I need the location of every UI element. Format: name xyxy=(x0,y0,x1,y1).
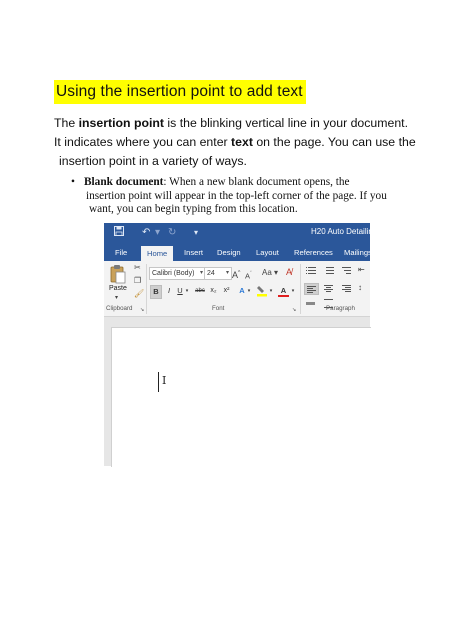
ribbon-home xyxy=(104,261,370,317)
strikethrough-button[interactable]: abc xyxy=(195,288,205,294)
text-effects-button[interactable]: A xyxy=(239,286,245,295)
intro-paragraph xyxy=(54,114,416,171)
chevron-down-icon[interactable]: ▾ xyxy=(269,288,273,294)
customize-qat-icon[interactable]: ▾ xyxy=(194,228,199,237)
align-right-icon[interactable] xyxy=(340,283,353,293)
subscript-button[interactable]: x₂ xyxy=(210,287,217,294)
change-case-button[interactable]: Aa ▾ xyxy=(262,268,279,277)
bold-button[interactable]: B xyxy=(150,285,162,299)
dialog-launcher-icon[interactable]: ↘ xyxy=(292,307,297,313)
word-screenshot xyxy=(104,223,378,466)
chevron-down-icon[interactable]: ▾ xyxy=(155,227,161,238)
intro-line-1: The insertion point is the blinking vertical line in your document. xyxy=(54,116,409,130)
document-title: H20 Auto Detailing xyxy=(311,227,378,236)
bullet-term: Blank document xyxy=(84,176,164,188)
intro-line-3: insertion point in a variety of ways. xyxy=(59,154,247,168)
paste-button[interactable]: Paste xyxy=(109,285,127,292)
bullet-marker: • xyxy=(71,176,75,188)
i-beam-cursor-icon: I xyxy=(162,374,167,387)
chevron-down-icon[interactable]: ▾ xyxy=(247,288,251,294)
shrink-font-button[interactable]: $A^ˇ$ xyxy=(245,271,252,281)
text-term: text xyxy=(231,135,253,149)
insertion-point-term: insertion point xyxy=(78,116,164,130)
shading-icon[interactable] xyxy=(304,298,317,308)
underline-button[interactable]: U xyxy=(177,286,183,295)
align-center-icon[interactable] xyxy=(322,283,335,293)
clipboard-group-label: Clipboard xyxy=(106,305,133,312)
highlight-icon[interactable] xyxy=(256,285,268,297)
chevron-down-icon[interactable]: ▾ xyxy=(185,288,189,294)
line-spacing-icon[interactable]: ↕ xyxy=(358,283,362,292)
numbering-icon[interactable] xyxy=(322,265,335,275)
cut-icon[interactable]: ✂ xyxy=(134,263,141,272)
dialog-launcher-icon[interactable]: ↘ xyxy=(140,307,145,313)
format-painter-icon[interactable]: 🖌 xyxy=(134,289,145,298)
tab-mailings[interactable]: Mailings xyxy=(344,248,372,257)
chevron-down-icon[interactable]: ▾ xyxy=(291,288,295,294)
font-color-button[interactable]: A xyxy=(278,285,289,297)
tab-layout[interactable]: Layout xyxy=(256,248,279,257)
font-name-select[interactable]: Calibri (Body) ▾ xyxy=(149,267,206,280)
align-left-icon[interactable] xyxy=(304,283,319,295)
redo-icon[interactable]: ↻ xyxy=(168,227,177,238)
tab-home[interactable]: Home xyxy=(141,246,173,261)
italic-button[interactable]: I xyxy=(167,286,171,295)
save-icon[interactable] xyxy=(114,226,124,241)
grow-font-button[interactable]: A^ xyxy=(232,270,241,280)
intro-line-2: It indicates where you can enter text on the page. You can use the xyxy=(54,135,416,149)
paste-icon[interactable] xyxy=(110,264,126,284)
insertion-point xyxy=(158,372,159,392)
chevron-down-icon[interactable]: ▾ xyxy=(115,295,119,301)
font-group-label: Font xyxy=(212,305,225,312)
font-size-select[interactable]: 24 ▾ xyxy=(204,267,232,280)
paragraph-group-label: Paragraph xyxy=(326,305,355,312)
tab-design[interactable]: Design xyxy=(217,248,241,257)
decrease-indent-icon[interactable]: ⇤ xyxy=(358,265,365,274)
bullets-icon[interactable] xyxy=(304,265,317,275)
document-area xyxy=(104,317,370,466)
clear-formatting-icon[interactable]: A̸ xyxy=(286,267,293,277)
page-heading: Using the insertion point to add text xyxy=(54,80,306,104)
superscript-button[interactable]: x² xyxy=(223,287,230,294)
copy-icon[interactable]: ❐ xyxy=(134,276,142,285)
tab-file[interactable]: File xyxy=(115,248,128,257)
quick-access-toolbar xyxy=(104,223,378,244)
undo-icon[interactable]: ↶ xyxy=(142,227,151,238)
chevron-down-icon: ▾ xyxy=(225,270,229,276)
blank-page[interactable] xyxy=(111,327,371,467)
chevron-down-icon: ▾ xyxy=(199,270,203,276)
tab-references[interactable]: References xyxy=(294,248,333,257)
ribbon-tabs xyxy=(104,244,370,261)
multilevel-list-icon[interactable] xyxy=(340,265,353,275)
tab-insert[interactable]: Insert xyxy=(184,248,203,257)
